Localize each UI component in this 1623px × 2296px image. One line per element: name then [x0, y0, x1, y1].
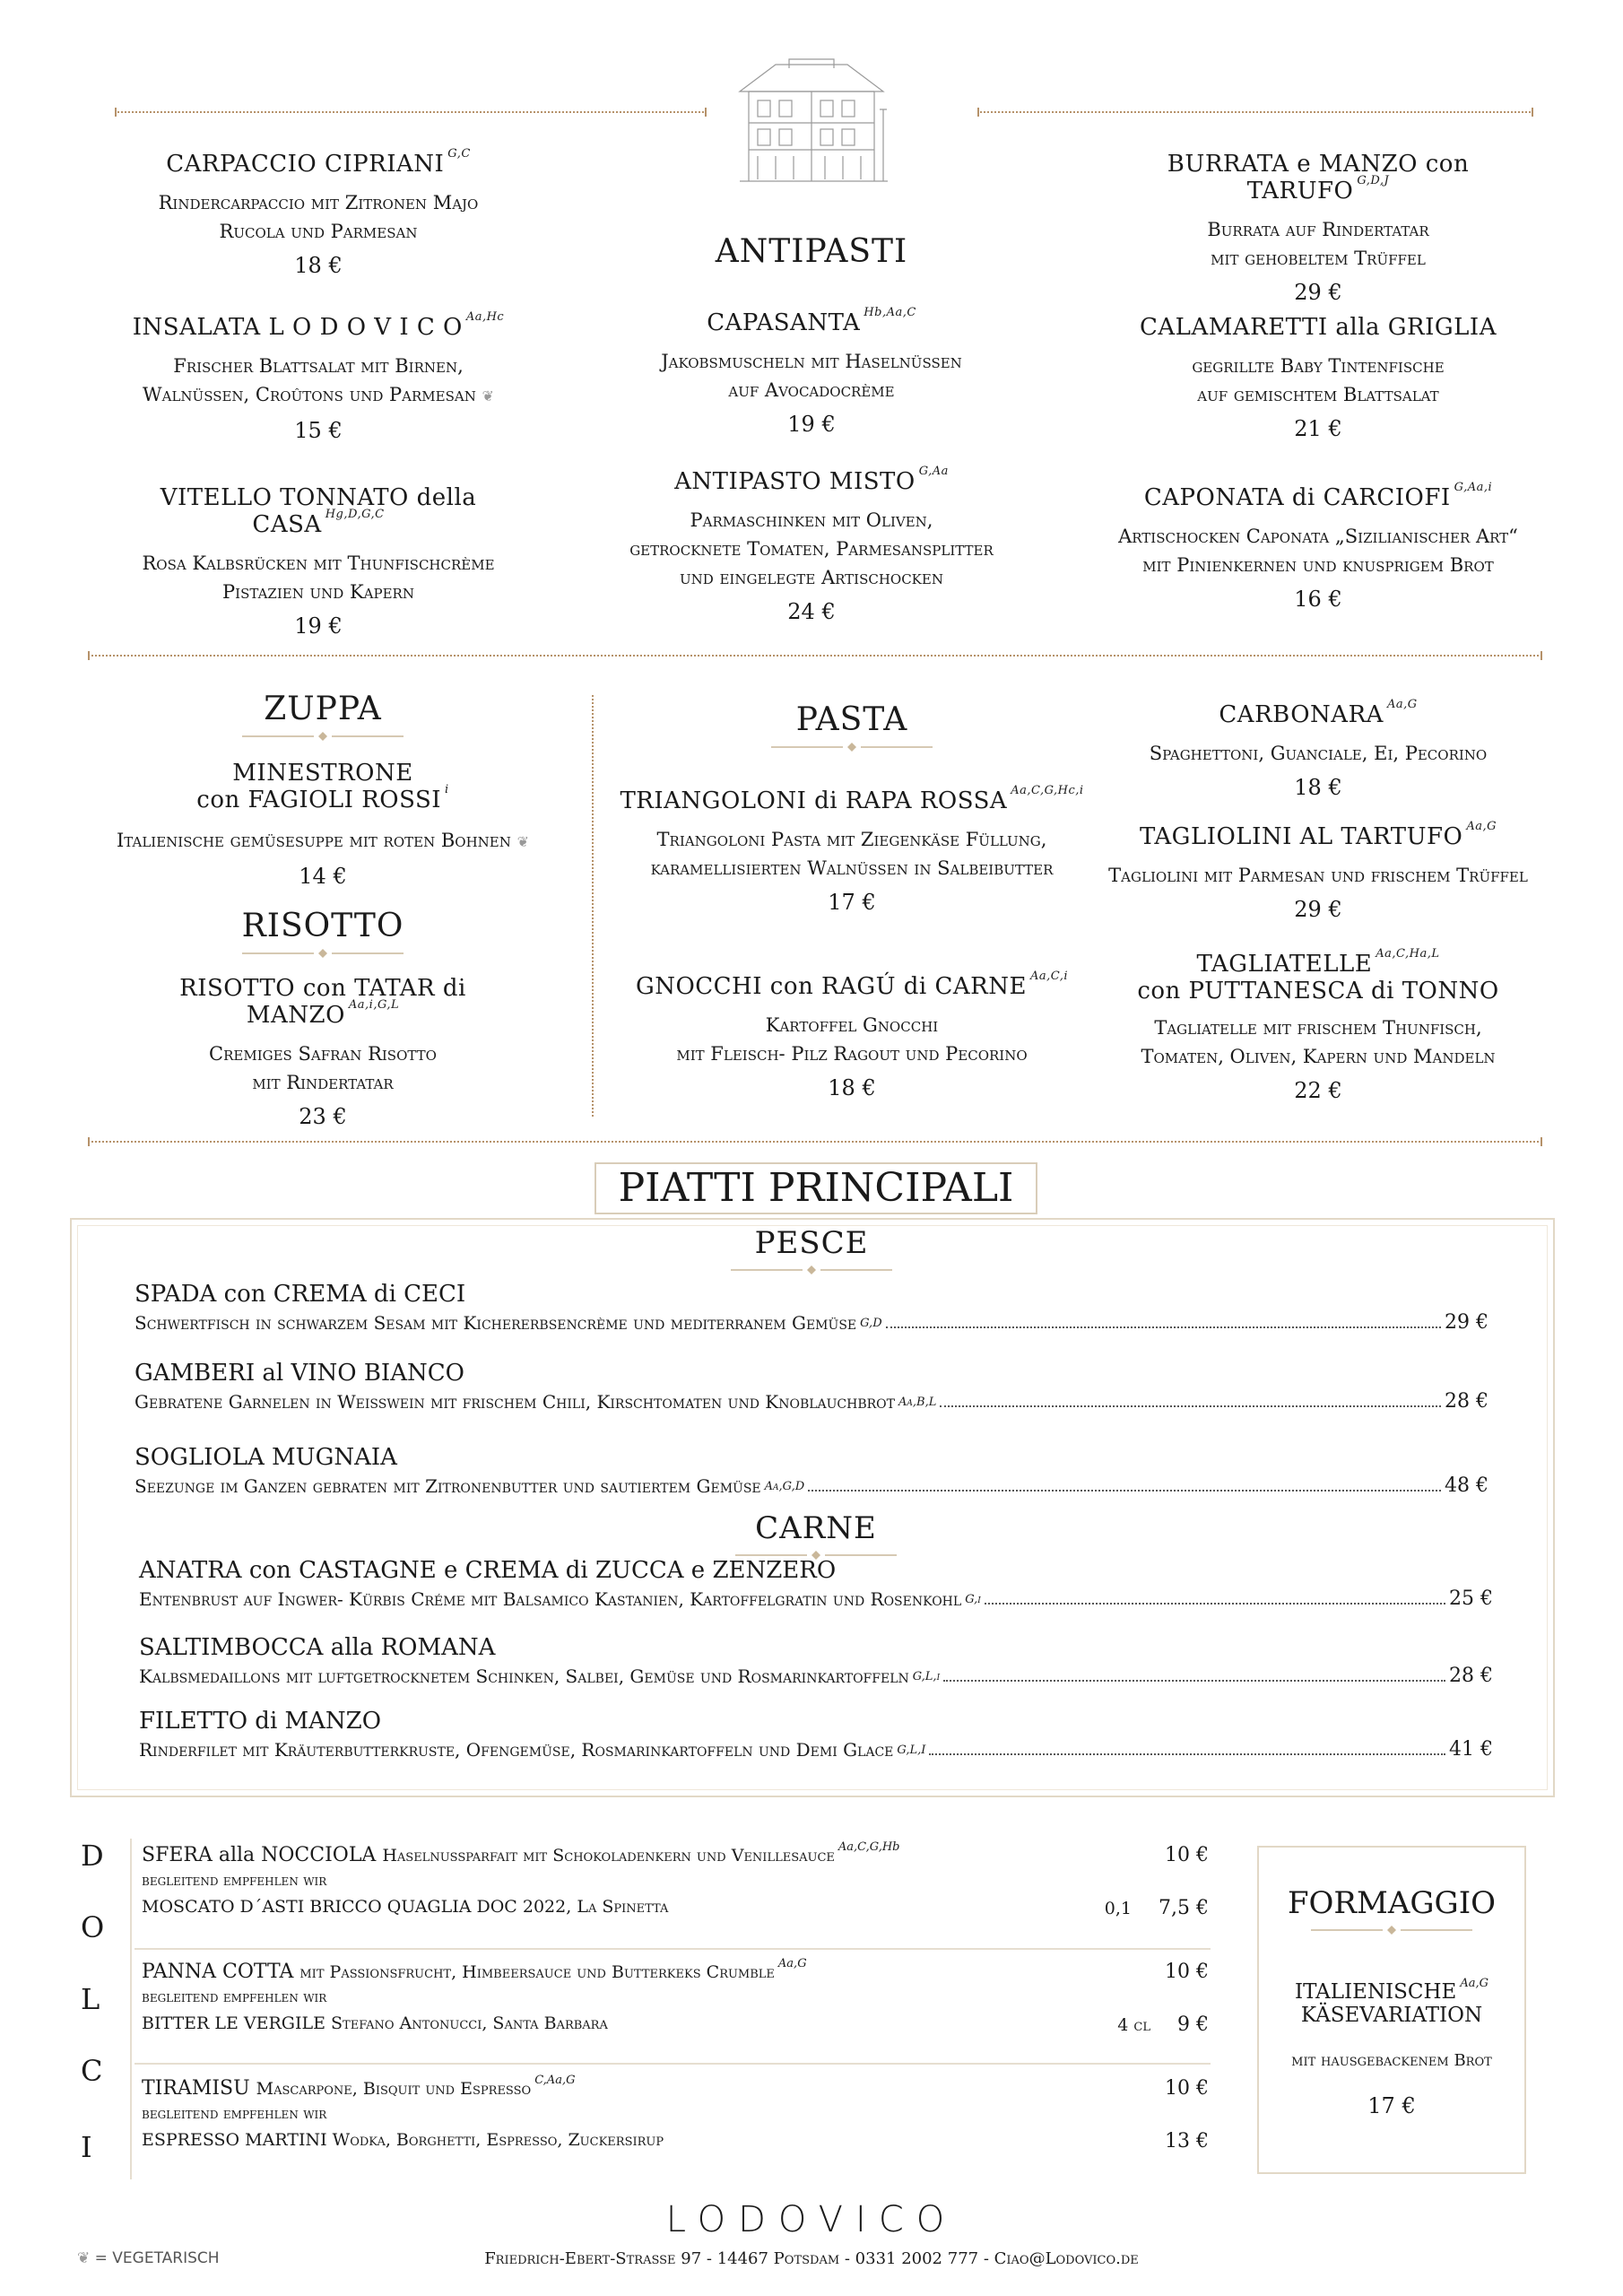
dolci-letter: O: [81, 1910, 105, 1944]
main-dish-sogliola: SOGLIOLA MUGNAIA Seezunge im Ganzen gebraten mit Zitronenbutter und sautiertem Gemüse $^{Aa,G,D}$ 48 €: [135, 1444, 1488, 1497]
price: 9 €: [1177, 2013, 1209, 2036]
formaggio-box: FORMAGGIO ITALIENISCHE $^{Aa,G}$ KÄSEVARIATION mit hausgebackenem Brot 17 €: [1257, 1846, 1526, 2174]
price: 19 €: [294, 613, 343, 639]
vegetarian-leaf-icon: ❦: [77, 2249, 91, 2267]
dish-triangoloni: TRIANGOLONI di RAPA ROSSA $^{Aa,C,G,Hc,i}$ Triangoloni Pasta mit Ziegenkäse Füllung, karamellisierten Walnüssen in Salbeibutter 17 €: [610, 787, 1094, 915]
vegetarian-leaf-icon: ❦: [516, 833, 529, 850]
dish-title: CAPASANTA: [707, 309, 861, 336]
dish-title: CARBONARA: [1219, 701, 1384, 728]
price: 25 €: [1449, 1587, 1493, 1610]
dish-gnocchi: GNOCCHI con RAGÚ di CARNE $^{Aa,C,i}$ Kartoffel Gnocchi mit Fleisch- Pilz Ragout und Pecorino 18 €: [610, 973, 1094, 1100]
dish-title: ANTIPASTO MISTO: [674, 468, 916, 495]
dish-title: INSALATA L O D O V I C O: [132, 314, 463, 341]
dolci-letter: D: [81, 1839, 104, 1873]
pesce-heading: PESCE: [754, 1225, 869, 1261]
top-right-divider: [977, 111, 1533, 113]
zuppa-heading: ZUPPA: [264, 691, 382, 727]
price: 18 €: [294, 253, 343, 278]
price: 23 €: [299, 1104, 347, 1129]
price: 29 €: [1294, 897, 1342, 922]
dish-title: TRIANGOLONI di RAPA ROSSA: [620, 787, 1008, 814]
dish-title: GNOCCHI con RAGÚ di CARNE: [635, 973, 1027, 1000]
price: 17 €: [1367, 2093, 1416, 2118]
price: 10 €: [1165, 2077, 1209, 2100]
vegetarian-legend: ❦ = VEGETARISCH: [77, 2249, 220, 2267]
antipasti-divider: [88, 655, 1542, 657]
vegetarian-leaf-icon: ❦: [482, 387, 494, 404]
formaggio-heading: FORMAGGIO: [1287, 1885, 1497, 1921]
price: 18 €: [828, 1075, 876, 1100]
price: 22 €: [1294, 1078, 1342, 1103]
dish-burrata: BURRATA e MANZO con TARUFO $^{G,D,J}$ Burrata auf Rindertatar mit gehobeltem Trüffel 29 €: [1103, 151, 1533, 305]
dish-antipasto-misto: ANTIPASTO MISTO $^{G,Aa}$ Parmaschinken mit Oliven, getrocknete Tomaten, Parmesansplitter und eingelegte Artischocken 24 €: [610, 468, 1013, 624]
price: 29 €: [1294, 280, 1342, 305]
dish-title: VITELLO TONNATO della CASA: [160, 484, 477, 538]
risotto-heading: RISOTTO: [241, 908, 404, 944]
footer-address: Friedrich-Ebert-Strasse 97 - 14467 Potsdam - 0331 2002 777 - Ciao@Lodovico.de: [484, 2249, 1139, 2268]
pasta-divider: [88, 1141, 1542, 1143]
dolci-vertical-line: [130, 1839, 132, 2179]
dessert-panna-cotta: PANNA COTTA mit Passionsfrucht, Himbeersauce und Butterkeks Crumble $^{Aa,G}$ 10 € begleitend empfehlen wir BITTER LE VERGILE Stefano Antonucci, Santa Barbara 4 cl 9 €: [142, 1957, 1209, 2036]
heading-ornament: [731, 1265, 892, 1275]
price: 10 €: [1165, 1844, 1209, 1866]
price: 18 €: [1294, 775, 1342, 800]
price: 24 €: [787, 599, 836, 624]
price: 7,5 €: [1159, 1897, 1209, 1919]
heading-ornament: [771, 742, 933, 752]
price: 16 €: [1294, 587, 1342, 612]
price: 10 €: [1165, 1961, 1209, 1983]
heading-ornament: [1311, 1925, 1472, 1935]
dish-calamaretti: CALAMARETTI alla GRIGLIA gegrillte Baby Tintenfische auf gemischtem Blattsalat 21 €: [1103, 314, 1533, 441]
dish-title: TAGLIATELLE: [1196, 951, 1373, 978]
dessert-separator: [135, 1948, 1211, 1950]
dish-caponata: CAPONATA di CARCIOFI $^{G,Aa,i}$ Artischocken Caponata „Sizilianischer Art“ mit Pinienkernen und knusprigem Brot 16 €: [1103, 484, 1533, 612]
dish-title: BURRATA e MANZO con TARUFO: [1167, 151, 1470, 204]
dish-carpaccio: CARPACCIO CIPRIANI $^{G,C}$ Rindercarpaccio mit Zitronen Majo Rucola und Parmesan 18 €: [117, 151, 520, 278]
main-dish-gamberi: GAMBERI al VINO BIANCO Gebratene Garnelen in Weisswein mit frischem Chili, Kirschtomaten und Knoblauchbrot $^{Aa,B,L}$ 28 €: [135, 1360, 1488, 1413]
building-illustration: [722, 56, 901, 190]
price: 29 €: [1445, 1311, 1488, 1334]
price: 21 €: [1294, 416, 1342, 441]
dolci-letter: L: [81, 1982, 100, 2016]
price: 19 €: [787, 412, 836, 437]
dolci-letter: C: [81, 2054, 103, 2088]
heading-ornament: [242, 731, 404, 742]
zuppa-section: ZUPPA MINESTRONE con FAGIOLI ROSSI $^i$ Italienische gemüsesuppe mit roten Bohnen ❦ 14 €: [117, 691, 529, 889]
main-dish-spada: SPADA con CREMA di CECI Schwertfisch in schwarzem Sesam mit Kichererbsencrème und mediterranem Gemüse $^{G,D}$ 29 €: [135, 1281, 1488, 1334]
main-dish-saltimbocca: SALTIMBOCCA alla ROMANA Kalbsmedaillons mit luftgetrocknetem Schinken, Salbei, Gemüse und Rosmarinkartoffeln $^{G,L,i}$ 28 €: [139, 1634, 1493, 1687]
price: 28 €: [1449, 1665, 1493, 1687]
dessert-separator: [135, 2063, 1211, 2065]
footer-brand: LODOVICO: [665, 2199, 958, 2240]
price: 41 €: [1449, 1738, 1493, 1761]
price: 15 €: [294, 418, 343, 443]
dish-title: CARPACCIO CIPRIANI: [166, 151, 445, 178]
dessert-tiramisu: TIRAMISU Mascarpone, Bisquit und Espresso $^{C,Aa,G}$ 10 € begleitend empfehlen wir ESPRESSO MARTINI Wodka, Borghetti, Espresso, Zuckersirup 13 €: [142, 2074, 1209, 2152]
antipasti-heading: ANTIPASTI: [715, 233, 908, 270]
price: 17 €: [828, 890, 876, 915]
carne-heading: CARNE: [755, 1510, 877, 1546]
dish-title: TAGLIOLINI AL TARTUFO: [1139, 823, 1463, 850]
dessert-sfera: SFERA alla NOCCIOLA Haselnussparfait mit Schokoladenkern und Venillesauce $^{Aa,C,G,Hb}$ 10 € begleitend empfehlen wir MOSCATO D´ASTI BRICCO QUAGLIA DOC 2022, La Spinetta 0,1 7,5 €: [142, 1840, 1209, 1919]
main-dish-filetto: FILETTO di MANZO Rinderfilet mit Kräuterbutterkruste, Ofengemüse, Rosmarinkartoffeln und Demi Glace $^{G,L,I}$ 41 €: [139, 1708, 1493, 1761]
price: 48 €: [1445, 1474, 1488, 1497]
dolci-letter: I: [81, 2130, 92, 2164]
dish-title: CAPONATA di CARCIOFI: [1143, 484, 1451, 511]
principali-heading: PIATTI PRINCIPALI: [595, 1162, 1037, 1214]
dish-carbonara: CARBONARA $^{Aa,G}$ Spaghettoni, Guanciale, Ei, Pecorino 18 €: [1103, 701, 1533, 800]
dish-vitello: VITELLO TONNATO della CASA $^{Hg,D,G,C}$ Rosa Kalbsrücken mit Thunfischcrème Pistazien und Kapern 19 €: [117, 484, 520, 639]
dish-tagliolini: TAGLIOLINI AL TARTUFO $^{Aa,G}$ Tagliolini mit Parmesan und frischem Trüffel 29 €: [1103, 823, 1533, 922]
price: 28 €: [1445, 1390, 1488, 1413]
dish-tagliatelle: TAGLIATELLE $^{Aa,C,Ha,L}$ con PUTTANESCA di TONNO Tagliatelle mit frischem Thunfisch, Tomaten, Oliven, Kapern und Mandeln 22 €: [1103, 951, 1533, 1103]
heading-ornament: [242, 948, 404, 959]
risotto-section: RISOTTO RISOTTO con TATAR di MANZO $^{Aa,i,G,L}$ Cremiges Safran Risotto mit Rindertatar 23 €: [117, 908, 529, 1129]
top-left-divider: [115, 111, 707, 113]
main-dish-anatra: ANATRA con CASTAGNE e CREMA di ZUCCA e ZENZERO Entenbrust auf Ingwer- Kürbis Créme mit Balsamico Kastanien, Kartoffelgratin und Rosenkohl $^{G,i}$ 25 €: [139, 1557, 1493, 1610]
price: 14 €: [299, 864, 347, 889]
dish-title: CALAMARETTI alla GRIGLIA: [1140, 314, 1497, 341]
zuppa-divider-vertical: [592, 695, 594, 1117]
pasta-heading: PASTA: [795, 701, 908, 738]
pasta-heading-wrap: [646, 701, 1058, 752]
dish-capasanta: CAPASANTA $^{Hb,Aa,C}$ Jakobsmuscheln mit Haselnüssen auf Avocadocrème 19 €: [610, 309, 1013, 437]
price: 13 €: [1165, 2130, 1209, 2152]
dish-insalata: INSALATA L O D O V I C O $^{Aa,Hc}$ Frischer Blattsalat mit Birnen, Walnüssen, Croûtons und Parmesan ❦ 15 €: [117, 314, 520, 443]
